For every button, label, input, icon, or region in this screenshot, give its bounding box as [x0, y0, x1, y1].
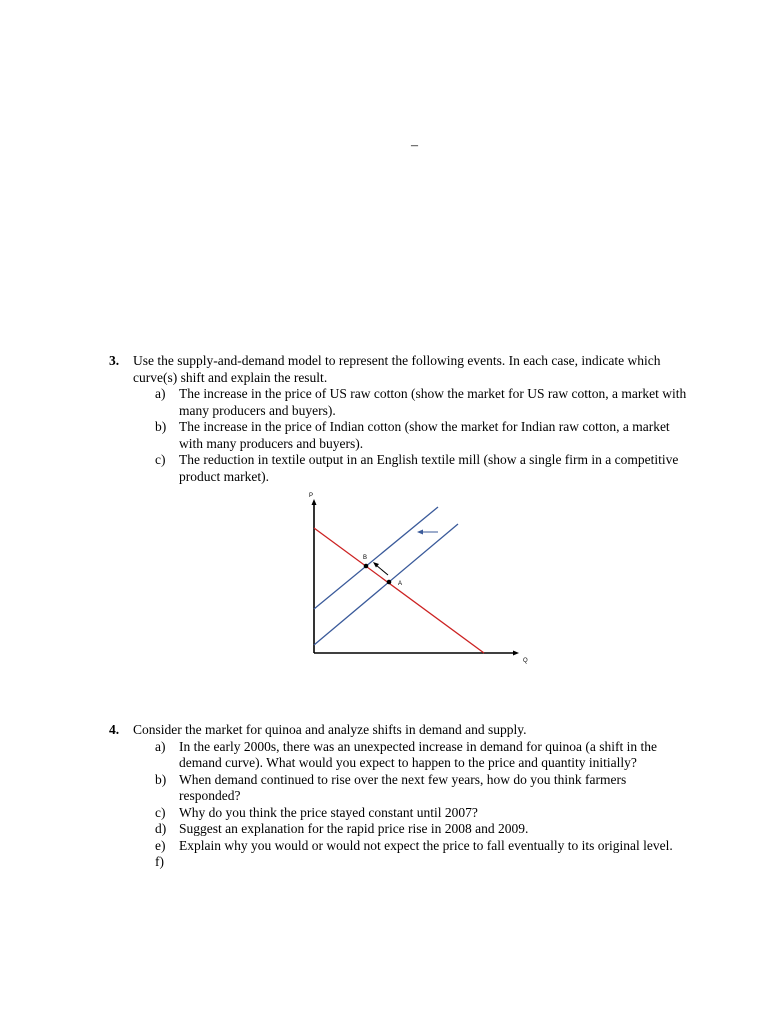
- item-text: Explain why you would or would not expect the price to fall eventually to its original level.: [179, 837, 673, 853]
- list-item: [155, 772, 689, 805]
- movement-arrow-line: [376, 565, 388, 575]
- y-axis-label: P: [309, 493, 314, 499]
- item-label: e): [155, 837, 166, 853]
- list-item: [155, 419, 689, 452]
- question-number: 4.: [109, 722, 120, 737]
- list-item: [155, 386, 689, 419]
- list-item: [155, 821, 689, 838]
- item-label: b): [155, 771, 167, 787]
- item-text: The reduction in textile output in an English textile mill (show a single firm in a competitive product market).: [179, 452, 679, 484]
- question-text: Consider the market for quinoa and analyze shifts in demand and supply.: [133, 722, 527, 737]
- supply-demand-graph: [300, 490, 540, 670]
- list-item: [155, 838, 689, 855]
- header-dash: –: [411, 138, 418, 153]
- question-number: 3.: [109, 353, 120, 368]
- item-label: c): [155, 804, 166, 820]
- point-a: [387, 580, 392, 585]
- x-axis-label: Q: [523, 658, 528, 664]
- list-item: [155, 805, 689, 822]
- point-b-label: B: [363, 555, 368, 561]
- item-text: The increase in the price of US raw cotton (show the market for US raw cotton, a market with many producers and buyers).: [179, 386, 687, 418]
- question-items: [155, 386, 689, 485]
- question-items: [155, 739, 689, 871]
- point-a-label: A: [398, 581, 403, 587]
- item-text: In the early 2000s, there was an unexpected increase in demand for quinoa (a shift in the demand curve). What would you expect to happen to the price and quantity initially?: [179, 738, 657, 770]
- point-b: [364, 564, 369, 569]
- y-axis-arrow: [312, 499, 317, 505]
- item-label: b): [155, 419, 167, 434]
- supply-curve-original: [314, 524, 458, 645]
- question-4: [109, 722, 689, 871]
- list-item: [155, 452, 689, 485]
- list-item: [155, 854, 689, 871]
- item-label: d): [155, 821, 167, 836]
- demand-curve: [314, 528, 484, 653]
- item-text: [179, 854, 689, 871]
- item-text: The increase in the price of Indian cotton (show the market for Indian raw cotton, a market with many producers and buyers).: [179, 419, 670, 451]
- x-axis-arrow: [513, 651, 519, 656]
- item-label: c): [155, 452, 166, 467]
- list-item: [155, 739, 689, 772]
- item-label: a): [155, 738, 166, 754]
- question-text: Use the supply-and-demand model to represent the following events. In each case, indicate which curve(s) shift and explain the result.: [133, 353, 661, 385]
- shift-arrow-head: [417, 530, 423, 535]
- item-text: Suggest an explanation for the rapid price rise in 2008 and 2009.: [179, 821, 529, 836]
- item-label: f): [155, 854, 164, 869]
- item-label: a): [155, 386, 166, 401]
- item-text: When demand continued to rise over the next few years, how do you think farmers responded?: [179, 771, 627, 803]
- question-3: [109, 353, 689, 485]
- item-text: Why do you think the price stayed constant until 2007?: [179, 804, 478, 820]
